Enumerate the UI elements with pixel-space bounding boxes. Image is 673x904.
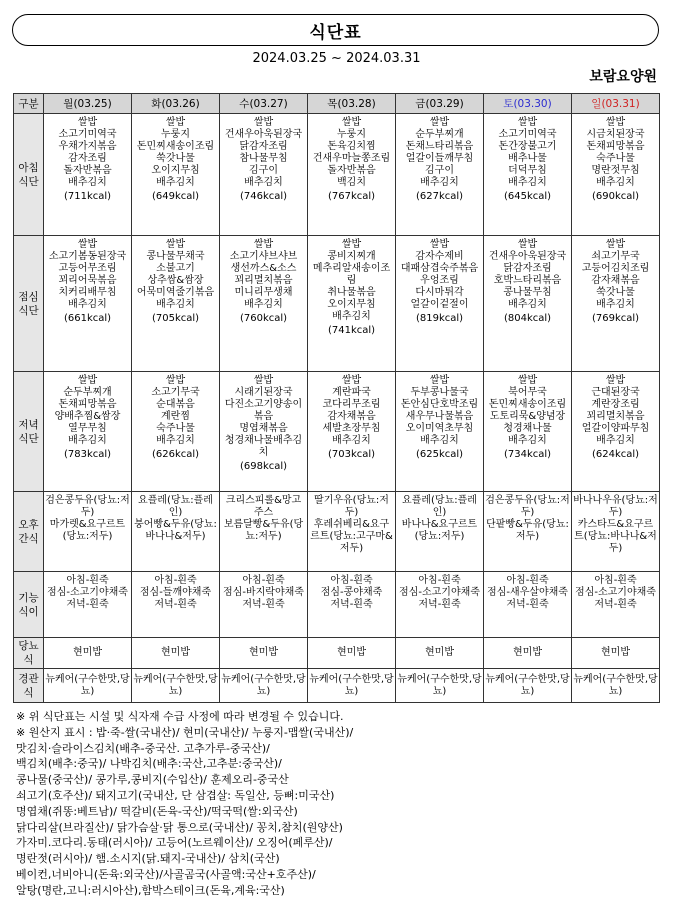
menu-item: 배추김치 <box>332 435 371 446</box>
menu-item: 콩비지찌개 <box>327 251 376 262</box>
menu-item: 메추리알새송이조림 <box>312 263 391 286</box>
menu-item: 점심-콩야채죽 <box>320 587 383 598</box>
note-line: 알탕(명란,고니:러시아산),함박스테이크(돈육,계육:국산) <box>16 883 285 897</box>
menu-item: 점심-소고기야채죽 <box>399 587 480 598</box>
menu-item: 닭감자조림 <box>239 141 288 152</box>
menu-cell <box>572 669 660 703</box>
menu-item: 저녁-흰죽 <box>66 599 109 610</box>
menu-item: 고등어김치조림 <box>581 263 650 274</box>
menu-item: 김구이 <box>249 165 278 176</box>
menu-item: 배추김치 <box>508 299 547 310</box>
header-label: 구분 <box>14 94 44 114</box>
menu-item: 검은콩두유(당뇨:저두) <box>45 495 130 518</box>
menu-item: 뉴케어(구수한맛,당뇨) <box>221 673 306 697</box>
menu-item: 상추쌈&쌈장 <box>147 275 204 286</box>
menu-item: 아침-흰죽 <box>418 575 461 586</box>
note-line: 가자미.코다리.동태(러시아)/ 고등어(노르웨이산)/ 오징어(페루산)/ <box>16 836 333 850</box>
menu-item: 감자조림 <box>68 153 107 164</box>
menu-cell <box>132 372 220 492</box>
menu-item: 점심-소고기야채죽 <box>47 587 128 598</box>
menu-item: 쌀밥 <box>341 375 362 386</box>
menu-item: 얼갈이겉절이 <box>410 299 469 310</box>
facility-name: 보람요양원 <box>589 69 657 85</box>
menu-item: 감자채볶음 <box>591 275 640 286</box>
menu-item: 현미밥 <box>601 647 630 658</box>
menu-item: 누룽지 <box>161 129 190 140</box>
menu-cell <box>484 372 572 492</box>
menu-item: 대패삼겹숙주볶음 <box>400 263 479 274</box>
menu-item: 현미밥 <box>513 647 542 658</box>
menu-item: 쌀밥 <box>253 375 274 386</box>
dinner-row <box>14 372 660 492</box>
calorie-value: (783kcal) <box>63 449 112 460</box>
menu-item: 쌀밥 <box>605 117 626 128</box>
menu-item: 명란젓무침 <box>591 165 640 176</box>
menu-cell <box>396 492 484 572</box>
calorie-value: (819kcal) <box>415 313 464 324</box>
menu-item: 뉴케어(구수한맛,당뇨) <box>309 673 394 697</box>
menu-item: 돈육김치찜 <box>327 141 376 152</box>
menu-item: 두부콩나물국 <box>410 387 469 398</box>
menu-item: 쌀밥 <box>165 375 186 386</box>
calorie-value: (625kcal) <box>415 449 464 460</box>
breakfast-row <box>14 114 660 236</box>
menu-item: 쌀밥 <box>77 239 98 250</box>
menu-cell <box>44 638 132 669</box>
menu-item: 보름달빵&두유(당뇨:저두) <box>223 519 304 542</box>
menu-item: 치커리배무침 <box>58 287 117 298</box>
note-line: 베이컨,너비아니(돈육:외국산)/사골곰국(사골액:국산+호주산)/ <box>16 867 316 881</box>
menu-item: 배추나물 <box>508 153 547 164</box>
menu-cell <box>220 236 308 372</box>
menu-item: 쌀밥 <box>165 239 186 250</box>
row-label: 오후 간식 <box>14 492 44 572</box>
period: 2024.03.25 ~ 2024.03.31 <box>252 51 421 66</box>
menu-item: 딸기우유(당뇨:저두) <box>314 495 389 518</box>
calorie-value: (711kcal) <box>63 191 112 202</box>
menu-item: 쌀밥 <box>517 239 538 250</box>
menu-item: 배추김치 <box>68 177 107 188</box>
menu-cell <box>220 492 308 572</box>
menu-item: 배추김치 <box>244 299 283 310</box>
menu-item: 소고기봄동된장국 <box>48 251 127 262</box>
menu-item: 저녁-흰죽 <box>594 599 637 610</box>
menu-cell <box>396 114 484 236</box>
menu-item: 현미밥 <box>337 647 366 658</box>
menu-item: 아침-흰죽 <box>594 575 637 586</box>
note-line: 쇠고기(호주산)/ 돼지고기(국내산, 단 삼겹살: 독일산, 등뼈:미국산) <box>16 788 335 802</box>
calorie-value: (767kcal) <box>327 191 376 202</box>
menu-item: 열무무침 <box>68 423 107 434</box>
menu-item: 호박느타리볶음 <box>493 275 562 286</box>
calorie-value: (627kcal) <box>415 191 464 202</box>
calorie-value: (690kcal) <box>591 191 640 202</box>
menu-item: 배추김치 <box>596 299 635 310</box>
menu-item: 시금치된장국 <box>586 129 645 140</box>
menu-item: 돈간장불고기 <box>498 141 557 152</box>
menu-item: 쌀밥 <box>77 117 98 128</box>
menu-item: 현미밥 <box>425 647 454 658</box>
row-label: 경관 식 <box>14 669 44 703</box>
row-label: 기능 식이 <box>14 572 44 638</box>
menu-cell <box>308 669 396 703</box>
menu-item: 카스타드&요구르트(당뇨:바나나&저두) <box>574 519 657 554</box>
calorie-value: (649kcal) <box>151 191 200 202</box>
menu-item: 순두부찌개 <box>63 387 112 398</box>
menu-item: 쑥갓나물 <box>156 153 195 164</box>
day-header: 토(03.30) <box>484 94 572 114</box>
note-line: 닭다리살(브라질산)/ 닭가슴살·닭 통으로(국내산)/ 꽁치,참치(원양산) <box>16 820 343 834</box>
menu-item: 쌀밥 <box>253 117 274 128</box>
calorie-value: (760kcal) <box>239 313 288 324</box>
menu-cell <box>132 114 220 236</box>
menu-item: 얼갈이들깨무침 <box>405 153 474 164</box>
menu-cell <box>220 638 308 669</box>
menu-item: 저녁-흰죽 <box>330 599 373 610</box>
menu-item: 쑥갓나물 <box>596 287 635 298</box>
note-line: 명란젓(러시아)/ 햄.소시지(닭.돼지-국내산)/ 삼치(국산) <box>16 852 280 866</box>
menu-cell <box>572 572 660 638</box>
menu-cell <box>572 492 660 572</box>
menu-item: 배추김치 <box>420 177 459 188</box>
menu-table <box>13 93 660 703</box>
menu-item: 배추김치 <box>508 435 547 446</box>
tube-feeding-row <box>14 669 660 703</box>
menu-item: 배추김치 <box>156 435 195 446</box>
menu-item: 돈채피망볶음 <box>586 141 645 152</box>
menu-item: 꾀리어묵볶음 <box>58 275 117 286</box>
menu-item: 배추김치 <box>508 177 547 188</box>
menu-item: 저녁-흰죽 <box>154 599 197 610</box>
diabetic-diet-row <box>14 638 660 669</box>
menu-item: 건새우아욱된장국 <box>224 129 303 140</box>
menu-cell <box>572 236 660 372</box>
menu-item: 쌀밥 <box>253 239 274 250</box>
calorie-value: (626kcal) <box>151 449 200 460</box>
menu-item: 돈민찌새송이조림 <box>488 399 567 410</box>
menu-cell <box>44 669 132 703</box>
menu-item: 아침-흰죽 <box>154 575 197 586</box>
menu-item: 어묵미역줄기볶음 <box>136 287 215 298</box>
menu-item: 꾀리멸치볶음 <box>234 275 293 286</box>
menu-item: 감자수제비 <box>415 251 464 262</box>
therapeutic-diet-row <box>14 572 660 638</box>
menu-item: 콩나물무침 <box>503 287 552 298</box>
menu-item: 아침-흰죽 <box>330 575 373 586</box>
day-header: 월(03.25) <box>44 94 132 114</box>
menu-item: 뉴케어(구수한맛,당뇨) <box>45 673 130 697</box>
menu-item: 건새우마늘쫑조림 <box>312 153 391 164</box>
row-label: 아침 식단 <box>14 114 44 236</box>
day-header: 목(03.28) <box>308 94 396 114</box>
menu-item: 현미밥 <box>161 647 190 658</box>
menu-item: 배추김치 <box>68 435 107 446</box>
title-text: 식단표 <box>309 22 362 43</box>
menu-cell <box>220 372 308 492</box>
note-line: ※ 위 식단표는 시설 및 식자재 수급 사정에 따라 변경될 수 있습니다. <box>16 710 344 723</box>
menu-item: 쌀밥 <box>341 117 362 128</box>
menu-item: 돌자반볶음 <box>63 165 112 176</box>
menu-item: 소고기미역국 <box>58 129 117 140</box>
menu-item: 꾀리멸치볶음 <box>586 411 645 422</box>
menu-item: 뉴케어(구수한맛,당뇨) <box>485 673 570 697</box>
menu-item: 배추김치 <box>68 299 107 310</box>
menu-cell <box>44 236 132 372</box>
menu-item: 오이미역초무침 <box>405 423 474 434</box>
menu-item: 북어무국 <box>508 387 547 398</box>
menu-item: 다시마튀각 <box>415 287 464 298</box>
menu-item: 아침-흰죽 <box>66 575 109 586</box>
menu-item: 계란찜 <box>161 411 190 422</box>
menu-cell <box>572 372 660 492</box>
menu-item: 배추김치 <box>596 177 635 188</box>
menu-item: 쌀밥 <box>517 375 538 386</box>
calorie-value: (703kcal) <box>327 449 376 460</box>
menu-cell <box>484 638 572 669</box>
menu-item: 계란장조림 <box>591 399 640 410</box>
menu-item: 콩나물무채국 <box>146 251 205 262</box>
menu-item: 배추김치 <box>332 311 371 322</box>
menu-item: 소불고기 <box>156 263 195 274</box>
menu-cell <box>44 492 132 572</box>
menu-item: 소고기샤브샤브 <box>229 251 298 262</box>
menu-item: 쌀밥 <box>517 117 538 128</box>
menu-item: 생선까스&소스 <box>230 263 297 274</box>
menu-cell <box>572 114 660 236</box>
menu-item: 쌀밥 <box>429 117 450 128</box>
menu-item: 우엉조림 <box>420 275 459 286</box>
menu-cell <box>220 572 308 638</box>
day-header: 금(03.29) <box>396 94 484 114</box>
menu-cell <box>220 114 308 236</box>
menu-item: 쌀밥 <box>165 117 186 128</box>
menu-item: 김구이 <box>425 165 454 176</box>
menu-item: 뉴케어(구수한맛,당뇨) <box>573 673 658 697</box>
menu-cell <box>484 114 572 236</box>
menu-item: 청경채나물 <box>503 423 552 434</box>
menu-item: 명엽채볶음 <box>239 423 288 434</box>
day-header: 일(03.31) <box>572 94 660 114</box>
menu-item: 점심-들깨야채죽 <box>139 587 212 598</box>
menu-cell <box>396 638 484 669</box>
menu-cell <box>396 572 484 638</box>
menu-item: 취나물볶음 <box>327 287 376 298</box>
menu-item: 다진소고기양송이볶음 <box>224 399 303 422</box>
menu-cell <box>132 669 220 703</box>
calorie-value: (741kcal) <box>327 325 376 336</box>
menu-item: 저녁-흰죽 <box>506 599 549 610</box>
note-line: 명엽채(쥐똥:베트남)/ 떡갈비(돈육-국산)/떡국떡(쌀:외국산) <box>16 804 298 818</box>
menu-item: 뉴케어(구수한맛,당뇨) <box>397 673 482 697</box>
menu-cell <box>308 114 396 236</box>
menu-item: 현미밥 <box>249 647 278 658</box>
menu-item: 양배추찜&쌈장 <box>54 411 121 422</box>
calorie-value: (746kcal) <box>239 191 288 202</box>
menu-item: 건새우아욱된장국 <box>488 251 567 262</box>
menu-cell <box>220 669 308 703</box>
note-line: 백김치(배추:중국)/ 나박김치(배추:국산,고추분:중국산)/ <box>16 757 282 771</box>
menu-cell <box>308 572 396 638</box>
calorie-value: (769kcal) <box>591 313 640 324</box>
row-label: 저녁 식단 <box>14 372 44 492</box>
menu-item: 쇠고기무국 <box>591 251 640 262</box>
menu-item: 새우무나물볶음 <box>405 411 474 422</box>
menu-item: 근대된장국 <box>591 387 640 398</box>
menu-item: 세발초장무침 <box>322 423 381 434</box>
menu-item: 참나물무침 <box>239 153 288 164</box>
menu-item: 배추김치 <box>156 177 195 188</box>
menu-cell <box>132 572 220 638</box>
menu-cell <box>132 638 220 669</box>
menu-item: 소고기무국 <box>151 387 200 398</box>
menu-cell <box>396 669 484 703</box>
menu-item: 우채가지볶음 <box>58 141 117 152</box>
menu-item: 아침-흰죽 <box>242 575 285 586</box>
menu-item: 검은콩두유(당뇨:저두) <box>485 495 570 518</box>
menu-cell <box>308 236 396 372</box>
menu-cell <box>308 638 396 669</box>
menu-item: 단팥빵&두유(당뇨:저두) <box>486 519 569 542</box>
lunch-row <box>14 236 660 372</box>
calorie-value: (804kcal) <box>503 313 552 324</box>
menu-item: 쌀밥 <box>605 375 626 386</box>
day-header: 수(03.27) <box>220 94 308 114</box>
menu-item: 돈채피망볶음 <box>58 399 117 410</box>
menu-item: 배추김치 <box>244 177 283 188</box>
menu-item: 시래기된장국 <box>234 387 293 398</box>
menu-item: 점심-바지락야채죽 <box>223 587 304 598</box>
calorie-value: (705kcal) <box>151 313 200 324</box>
header-row <box>14 94 660 114</box>
menu-item: 쌀밥 <box>429 239 450 250</box>
menu-item: 순대볶음 <box>156 399 195 410</box>
menu-item: 계란파국 <box>332 387 371 398</box>
row-label: 점심 식단 <box>14 236 44 372</box>
menu-item: 닭감자조림 <box>503 263 552 274</box>
menu-item: 오이지무침 <box>151 165 200 176</box>
menu-item: 쌀밥 <box>429 375 450 386</box>
note-line: ※ 원산지 표시 : 밥·죽-쌀(국내산)/ 현미(국내산)/ 누룽지-맵쌀(국내산)/ <box>16 725 354 739</box>
menu-cell <box>484 669 572 703</box>
menu-cell <box>572 638 660 669</box>
menu-item: 도토리묵&양념장 <box>489 411 566 422</box>
menu-item: 돈안심단호박조림 <box>400 399 479 410</box>
menu-cell <box>44 114 132 236</box>
menu-item: 저녁-흰죽 <box>242 599 285 610</box>
day-header: 화(03.26) <box>132 94 220 114</box>
menu-cell <box>396 236 484 372</box>
menu-item: 배추김치 <box>156 299 195 310</box>
note-line: 콩나물(중국산)/ 콩가루,콩비지(수입산)/ 훈제오리-중국산 <box>16 773 289 787</box>
menu-item: 배추김치 <box>596 435 635 446</box>
menu-item: 요플레(당뇨:플레인) <box>402 495 477 518</box>
menu-item: 배추김치 <box>420 435 459 446</box>
menu-item: 코다리무조림 <box>322 399 381 410</box>
menu-item: 후레쉬베리&요구르트(당뇨:고구마&저두) <box>310 519 393 554</box>
menu-item: 돌자반볶음 <box>327 165 376 176</box>
note-line: 맛김치·슬라이스김치(배추-중국산. 고추가루-중국산)/ <box>16 741 270 755</box>
menu-item: 쌀밥 <box>77 375 98 386</box>
menu-item: 백김치 <box>337 177 366 188</box>
menu-item: 아침-흰죽 <box>506 575 549 586</box>
row-label: 당뇨 식 <box>14 638 44 669</box>
menu-cell <box>484 236 572 372</box>
menu-item: 고등어무조림 <box>58 263 117 274</box>
calorie-value: (624kcal) <box>591 449 640 460</box>
menu-item: 저녁-흰죽 <box>418 599 461 610</box>
menu-item: 쌀밥 <box>341 239 362 250</box>
menu-item: 순두부찌개 <box>415 129 464 140</box>
menu-item: 돈채느타리볶음 <box>405 141 474 152</box>
snack-row <box>14 492 660 572</box>
notes <box>16 709 666 899</box>
menu-item: 마가렛&요구르트(당뇨:저두) <box>49 519 126 542</box>
menu-item: 점심-새우살야채죽 <box>487 587 568 598</box>
menu-cell <box>308 372 396 492</box>
menu-item: 붕어빵&두유(당뇨:바나나&저두) <box>134 519 217 542</box>
menu-cell <box>132 236 220 372</box>
menu-item: 감자채볶음 <box>327 411 376 422</box>
menu-item: 요플레(당뇨:플레인) <box>138 495 213 518</box>
calorie-value: (661kcal) <box>63 313 112 324</box>
menu-cell <box>484 572 572 638</box>
menu-item: 바나나우유(당뇨:저두) <box>573 495 658 518</box>
calorie-value: (698kcal) <box>239 461 288 472</box>
menu-item: 현미밥 <box>73 647 102 658</box>
menu-item: 청경채나물배추김치 <box>224 435 303 458</box>
menu-item: 돈민찌새송이조림 <box>136 141 215 152</box>
menu-item: 얼갈이양파무침 <box>581 423 650 434</box>
menu-item: 숙주나물 <box>156 423 195 434</box>
menu-item: 쌀밥 <box>605 239 626 250</box>
menu-cell <box>308 492 396 572</box>
menu-item: 누룽지 <box>337 129 366 140</box>
menu-cell <box>44 572 132 638</box>
menu-item: 소고기미역국 <box>498 129 557 140</box>
menu-item: 미니리무생채 <box>234 287 293 298</box>
menu-item: 더덕무침 <box>508 165 547 176</box>
page-title <box>12 14 659 46</box>
menu-cell <box>396 372 484 492</box>
calorie-value: (734kcal) <box>503 449 552 460</box>
menu-item: 오이지무침 <box>327 299 376 310</box>
menu-item: 숙주나물 <box>596 153 635 164</box>
menu-cell <box>44 372 132 492</box>
menu-item: 바나나&요구르트(당뇨:저두) <box>401 519 478 542</box>
menu-item: 크리스피롤&망고주스 <box>225 495 302 518</box>
menu-cell <box>484 492 572 572</box>
calorie-value: (645kcal) <box>503 191 552 202</box>
menu-cell <box>132 492 220 572</box>
menu-item: 점심-소고기야채죽 <box>575 587 656 598</box>
menu-item: 뉴케어(구수한맛,당뇨) <box>133 673 218 697</box>
